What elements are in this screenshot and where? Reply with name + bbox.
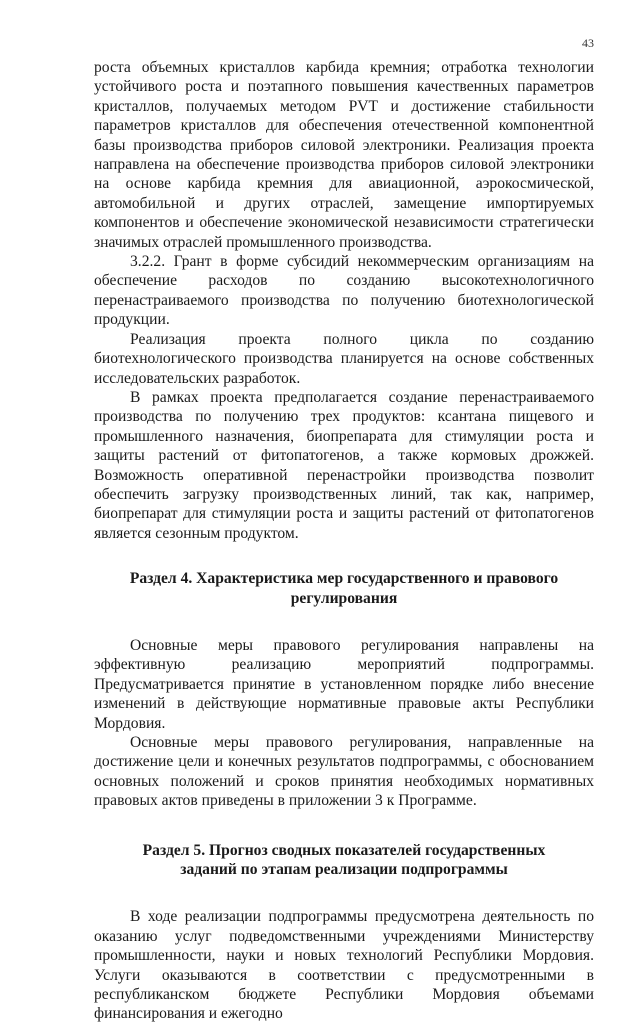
section-4-heading: Раздел 4. Характеристика мер государственного и правового регулирования bbox=[129, 570, 559, 607]
section-5-heading: Раздел 5. Прогноз сводных показателей государственных заданий по этапам реализации подпрограммы bbox=[142, 841, 546, 879]
section-5-paragraph-1: В ходе реализации подпрограммы предусмотрена деятельность по оказанию услуг подведомственными учреждениями Министерству промышленности, науки и новых технологий Республики Мордовия. Услуги оказываются в соответствии с предусмотренными в республиканском бюджете Республики Мордовия объемами финансирования и ежегодно bbox=[94, 908, 594, 1023]
paragraph-products: В рамках проекта предполагается создание перенастраиваемого производства по получению трех продуктов: ксантана пищевого и промышленного назначения, биопрепарата для стимуляции роста и защиты растений от фитопатогенов, а также кормовых дрожжей. Возможность оперативной перенастройки производства позволит обеспечить загрузку производственных линий, так как, например, биопрепарат для стимуляции роста и защиты растений от фитопатогенов является сезонным продуктом. bbox=[94, 388, 594, 542]
section-4-paragraph-1: Основные меры правового регулирования направлены на эффективную реализацию мероприятий подпрограммы. Предусматривается принятие в установленном порядке либо внесение изменений в действующие нормативные правовые акты Республики Мордовия. bbox=[94, 636, 594, 732]
page-body bbox=[94, 58, 594, 1024]
paragraph-grant: 3.2.2. Грант в форме субсидий некоммерческим организациям на обеспечение расходов по созданию высокотехнологичного перенастраиваемого производства по получению биотехнологической продукции. bbox=[94, 253, 594, 329]
page-number: 43 bbox=[582, 36, 594, 50]
paragraph-continuation: роста объемных кристаллов карбида кремния; отработка технологии устойчивого роста и поэтапного повышения качественных параметров кристаллов, получаемых методом PVT и достижение стабильности параметров кристаллов для обеспечения отечественной компонентной базы производства приборов силовой электроники. Реализация проекта направлена на обеспечение производства приборов силовой электроники на основе карбида кремния для авиационной, аэрокосмической, автомобильной и других отраслей, замещение импортируемых компонентов и обеспечение экономической независимости стратегически значимых отраслей промышленного производства. bbox=[94, 59, 594, 251]
section-4-paragraph-2: Основные меры правового регулирования, направленные на достижение цели и конечных результатов подпрограммы, с обоснованием основных положений и сроков принятия необходимых нормативных правовых актов приведены в приложении 3 к Программе. bbox=[94, 734, 594, 810]
paragraph-project: Реализация проекта полного цикла по созданию биотехнологического производства планируется на основе собственных исследовательских разработок. bbox=[94, 330, 594, 387]
